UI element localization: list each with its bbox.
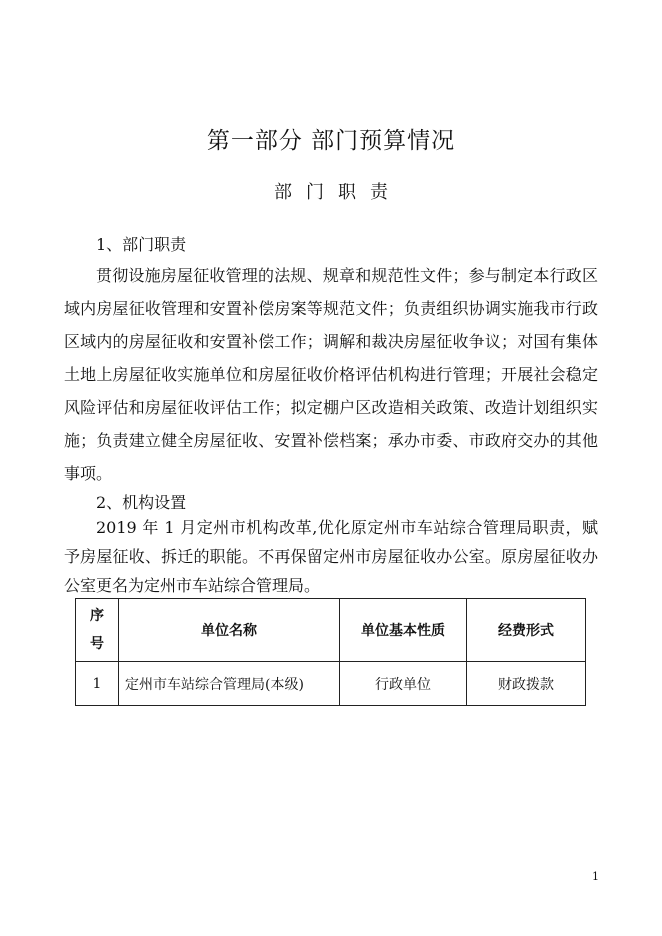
page-title: 第一部分 部门预算情况 — [206, 128, 456, 154]
cell-unit-nature: 行政单位 — [340, 662, 467, 706]
cell-funding: 财政拨款 — [467, 662, 586, 706]
header-unit-nature: 单位基本性质 — [340, 599, 467, 662]
section1-heading: 1、部门职责 — [96, 235, 187, 254]
section2-heading: 2、机构设置 — [96, 493, 187, 512]
header-no-line1: 序 — [90, 608, 104, 624]
cell-unit-name: 定州市车站综合管理局(本级) — [119, 662, 340, 706]
cell-no: 1 — [76, 662, 119, 706]
section2-body: 2019 年 1 月定州市机构改革,优化原定州市车站综合管理局职责，赋予房屋征收、拆迁的职能。不再保留定州市房屋征收办公室。原房屋征收办公室更名为定州市车站综合管理局。 — [64, 518, 598, 595]
header-no-line2: 号 — [90, 636, 104, 652]
section-subtitle: 部门职责 — [274, 182, 402, 203]
table-row — [76, 662, 586, 706]
section1-body: 贯彻设施房屋征收管理的法规、规章和规范性文件；参与制定本行政区域内房屋征收管理和安置补偿房案等规范文件；负责组织协调实施我市行政区域内的房屋征收和安置补偿工作；调解和裁决房屋征收争议；对国有集体土地上房屋征收实施单位和房屋征收价格评估机构进行管理；开展社会稳定风险评估和房屋征收评估工作；拟定棚户区改造相关政策、改造计划组织实施；负责建立健全房屋征收、安置补偿档案；承办市委、市政府交办的其他事项。 — [64, 266, 598, 483]
header-no — [76, 599, 119, 662]
table-header-row — [76, 599, 586, 662]
header-funding: 经费形式 — [467, 599, 586, 662]
unit-table — [75, 598, 586, 706]
header-unit-name: 单位名称 — [119, 599, 340, 662]
page-number: 1 — [592, 870, 599, 883]
